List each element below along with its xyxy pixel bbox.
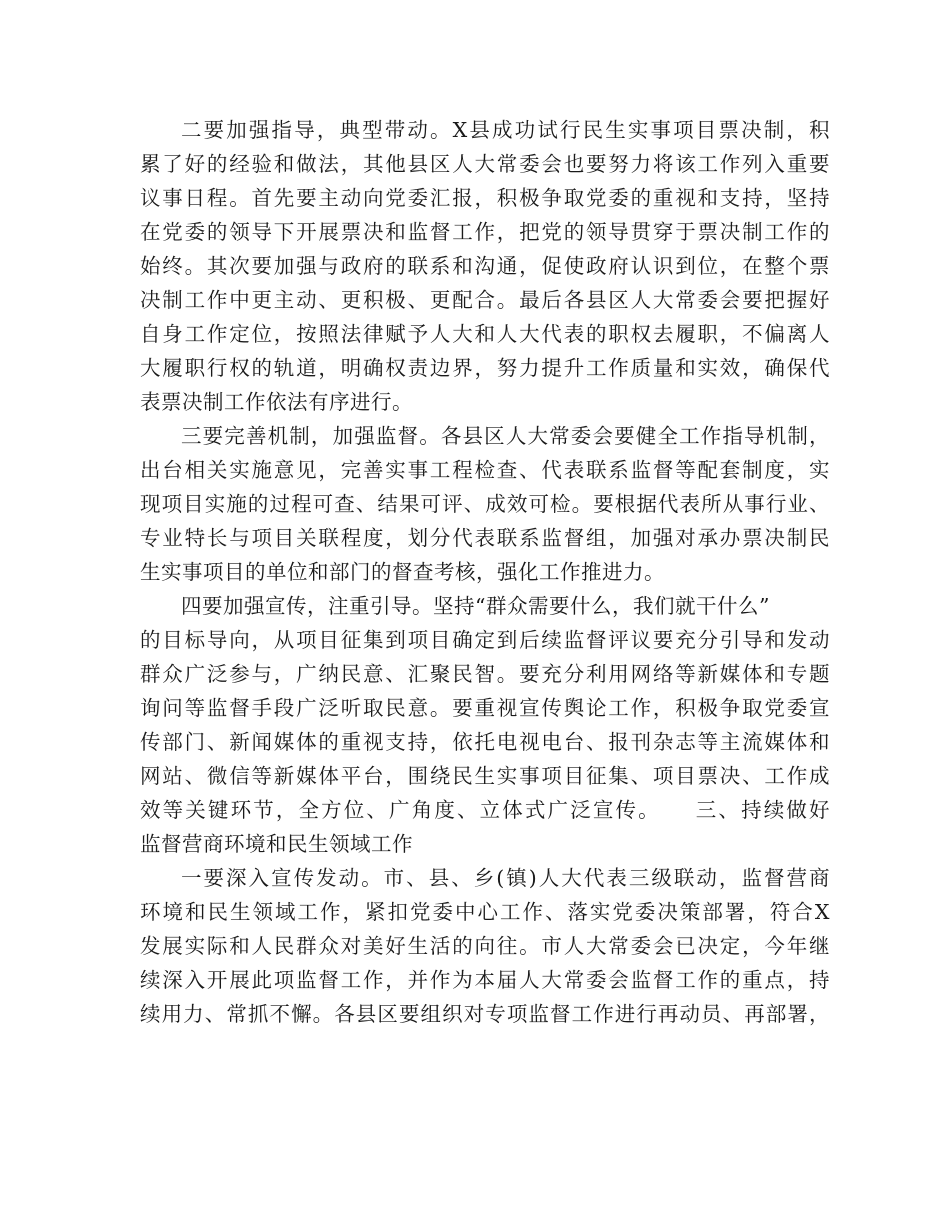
text-line: 环境和民生领域工作，紧扣党委中心工作、落实党委决策部署，符合X — [140, 900, 830, 924]
text-line: 三要完善机制，加强监督。各县区人大常委会要健全工作指导机制， — [181, 424, 830, 448]
text-line: 在党委的领导下开展票决和监督工作，把党的领导贯穿于票决制工作的 — [140, 220, 830, 244]
text-line: 累了好的经验和做法，其他县区人大常委会也要努力将该工作列入重要 — [140, 152, 830, 176]
text-line: 二要加强指导，典型带动。X县成功试行民生实事项目票决制，积 — [181, 118, 830, 142]
text-line: 询问等监督手段广泛听取民意。要重视宣传舆论工作，积极争取党委宣 — [140, 696, 830, 720]
text-line: 议事日程。首先要主动向党委汇报，积极争取党委的重视和支持，坚持 — [140, 186, 830, 210]
text-line: 续深入开展此项监督工作，并作为本届人大常委会监督工作的重点，持 — [140, 968, 830, 992]
text-line: 续用力、常抓不懈。各县区要组织对专项监督工作进行再动员、再部署， — [140, 1002, 830, 1026]
text-line: 四要加强宣传，注重引导。坚持“群众需要什么，我们就干什么” — [181, 594, 770, 618]
text-line: 传部门、新闻媒体的重视支持，依托电视电台、报刊杂志等主流媒体和 — [140, 730, 830, 754]
text-line: 监督营商环境和民生领域工作 — [140, 832, 413, 856]
text-line: 现项目实施的过程可查、结果可评、成效可检。要根据代表所从事行业、 — [140, 492, 830, 516]
text-line: 群众广泛参与，广纳民意、汇聚民智。要充分利用网络等新媒体和专题 — [140, 662, 830, 686]
text-line: 一要深入宣传发动。市、县、乡(镇)人大代表三级联动，监督营商 — [181, 866, 830, 890]
text-line: 自身工作定位，按照法律赋予人大和人大代表的职权去履职，不偏离人 — [140, 322, 830, 346]
body-text — [140, 113, 830, 1031]
text-line: 生实事项目的单位和部门的督查考核，强化工作推进力。 — [140, 560, 665, 584]
text-line: 发展实际和人民群众对美好生活的向往。市人大常委会已决定，今年继 — [140, 934, 830, 958]
text-line: 专业特长与项目关联程度，划分代表联系监督组，加强对承办票决制民 — [140, 526, 830, 550]
text-line: 决制工作中更主动、更积极、更配合。最后各县区人大常委会要把握好 — [140, 288, 830, 312]
text-line: 始终。其次要加强与政府的联系和沟通，促使政府认识到位，在整个票 — [140, 254, 830, 278]
text-line: 的目标导向，从项目征集到项目确定到后续监督评议要充分引导和发动 — [140, 628, 830, 652]
text-line: 网站、微信等新媒体平台，围绕民生实事项目征集、项目票决、工作成 — [140, 764, 830, 788]
text-line: 表票决制工作依法有序进行。 — [140, 390, 413, 414]
text-line: 效等关键环节，全方位、广角度、立体式广泛宣传。 三、持续做好 — [140, 798, 830, 822]
text-line: 出台相关实施意见，完善实事工程检查、代表联系监督等配套制度，实 — [140, 458, 830, 482]
text-line: 大履职行权的轨道，明确权责边界，努力提升工作质量和实效，确保代 — [140, 356, 830, 380]
